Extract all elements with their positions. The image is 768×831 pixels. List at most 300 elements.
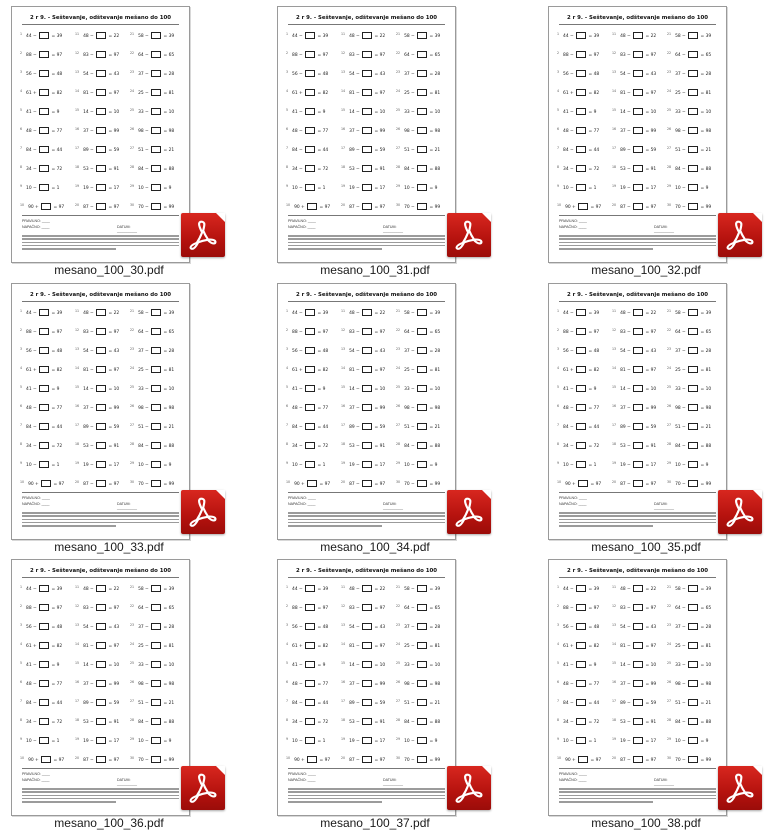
exercise-row <box>557 582 719 601</box>
exercise-cell: $^6$ 48 − = 77 <box>20 404 63 411</box>
exercise-cell: $^{23}$ 37 − = 28 <box>130 623 175 630</box>
exercise-cell: $^{18}$ 53 − = 91 <box>341 442 386 449</box>
file-name-label[interactable]: mesano_100_33.pdf <box>54 540 164 554</box>
exercise-cell: $^{17}$ 89 − = 59 <box>341 423 386 430</box>
exercise-cell: $^{19}$ 19 − = 17 <box>75 184 120 191</box>
exercise-row <box>557 48 719 67</box>
exercise-cell: $^8$ 34 − = 72 <box>286 165 329 172</box>
exercise-cell: $^{13}$ 54 − = 43 <box>341 623 386 630</box>
thumbnail-title: 2 r 9. - Seštevanje, odštevanje mešano do 100 <box>567 15 708 21</box>
exercise-row <box>557 420 719 439</box>
exercise-cell: $^4$ 61 + = 82 <box>20 366 63 373</box>
exercise-cell: $^7$ 84 − = 44 <box>286 146 329 153</box>
exercise-cell: $^{22}$ 64 − = 65 <box>667 51 712 58</box>
exercise-grid <box>557 306 719 496</box>
exercise-row <box>557 200 719 219</box>
exercise-cell: $^6$ 48 − = 77 <box>286 680 329 687</box>
exercise-cell: $^6$ 48 − = 77 <box>557 680 600 687</box>
exercise-row <box>20 439 182 458</box>
exercise-cell: $^{12}$ 83 − = 97 <box>341 51 386 58</box>
exercise-cell: $^{29}$ 10 − = 9 <box>130 461 172 468</box>
footer-line: NAPAČNO: ____ DATUM: __________ <box>559 225 674 233</box>
exercise-cell: $^{13}$ 54 − = 43 <box>75 623 120 630</box>
exercise-row <box>20 639 182 658</box>
exercise-cell: $^{28}$ 84 − = 88 <box>130 165 175 172</box>
exercise-cell: $^9$ 10 − = 1 <box>286 737 326 744</box>
exercise-cell: $^{21}$ 58 − = 39 <box>396 309 441 316</box>
divider <box>22 577 179 578</box>
file-item[interactable] <box>546 556 746 830</box>
exercise-cell: $^{14}$ 81 − = 97 <box>612 89 657 96</box>
exercise-grid <box>20 306 182 496</box>
exercise-cell: $^{23}$ 37 − = 28 <box>667 347 712 354</box>
exercise-cell: $^1$ 44 − = 39 <box>286 32 329 39</box>
exercise-row <box>20 48 182 67</box>
exercise-cell: $^{27}$ 51 − = 21 <box>130 423 175 430</box>
exercise-row <box>20 420 182 439</box>
footer-line: NAPAČNO: ____ DATUM: __________ <box>22 778 137 786</box>
file-name-label[interactable]: mesano_100_38.pdf <box>591 816 701 830</box>
pdf-file-icon <box>718 490 762 534</box>
exercise-cell: $^{29}$ 10 − = 9 <box>667 184 709 191</box>
exercise-cell: $^{20}$ 87 − = 97 <box>341 480 386 487</box>
exercise-cell: $^{24}$ 25 − = 81 <box>667 366 712 373</box>
fine-print <box>22 512 179 528</box>
file-name-label[interactable]: mesano_100_37.pdf <box>320 816 430 830</box>
exercise-row <box>557 325 719 344</box>
file-item[interactable] <box>275 556 475 830</box>
exercise-cell: $^{10}$ 90 + = 97 <box>20 756 65 763</box>
exercise-row <box>286 715 448 734</box>
exercise-cell: $^{26}$ 98 − = 98 <box>396 404 441 411</box>
exercise-cell: $^7$ 84 − = 44 <box>557 699 600 706</box>
exercise-cell: $^{12}$ 83 − = 97 <box>341 604 386 611</box>
exercise-cell: $^4$ 61 + = 82 <box>557 89 600 96</box>
exercise-cell: $^1$ 44 − = 39 <box>286 309 329 316</box>
file-name-label[interactable]: mesano_100_30.pdf <box>54 263 164 277</box>
exercise-cell: $^{21}$ 58 − = 39 <box>130 585 175 592</box>
footer-line: PRAVILNO: ____ <box>288 496 316 500</box>
file-item[interactable] <box>546 3 746 277</box>
exercise-row <box>557 658 719 677</box>
exercise-cell: $^2$ 88 − = 97 <box>20 328 63 335</box>
exercise-row <box>286 325 448 344</box>
exercise-cell: $^7$ 84 − = 44 <box>286 699 329 706</box>
exercise-row <box>557 458 719 477</box>
exercise-cell: $^5$ 41 − = 9 <box>557 108 597 115</box>
exercise-cell: $^2$ 88 − = 97 <box>557 328 600 335</box>
exercise-cell: $^{19}$ 19 − = 17 <box>341 461 386 468</box>
exercise-row <box>557 753 719 772</box>
exercise-row <box>557 143 719 162</box>
exercise-row <box>286 620 448 639</box>
exercise-cell: $^{22}$ 64 − = 65 <box>130 604 175 611</box>
exercise-cell: $^{24}$ 25 − = 81 <box>130 89 175 96</box>
exercise-cell: $^{21}$ 58 − = 39 <box>667 585 712 592</box>
exercise-row <box>286 458 448 477</box>
exercise-row <box>20 181 182 200</box>
exercise-row <box>20 458 182 477</box>
file-item[interactable] <box>275 280 475 554</box>
exercise-cell: $^{28}$ 84 − = 88 <box>667 442 712 449</box>
exercise-cell: $^8$ 34 − = 72 <box>20 718 63 725</box>
thumbnail-title: 2 r 9. - Seštevanje, odštevanje mešano do 100 <box>30 568 171 574</box>
exercise-cell: $^{16}$ 37 − = 99 <box>341 680 386 687</box>
exercise-cell: $^5$ 41 − = 9 <box>286 661 326 668</box>
exercise-cell: $^{20}$ 87 − = 97 <box>75 756 120 763</box>
exercise-cell: $^8$ 34 − = 72 <box>20 442 63 449</box>
exercise-cell: $^{27}$ 51 − = 21 <box>130 699 175 706</box>
exercise-cell: $^9$ 10 − = 1 <box>557 184 597 191</box>
file-name-label[interactable]: mesano_100_36.pdf <box>54 816 164 830</box>
exercise-cell: $^{21}$ 58 − = 39 <box>396 585 441 592</box>
footer-line: PRAVILNO: ____ <box>288 219 316 223</box>
pdf-thumbnail <box>548 283 727 540</box>
exercise-cell: $^{13}$ 54 − = 43 <box>75 347 120 354</box>
exercise-cell: $^8$ 34 − = 72 <box>557 718 600 725</box>
exercise-cell: $^{30}$ 70 − = 99 <box>396 756 441 763</box>
exercise-row <box>20 477 182 496</box>
exercise-cell: $^{16}$ 37 − = 99 <box>75 680 120 687</box>
exercise-cell: $^{17}$ 89 − = 59 <box>612 146 657 153</box>
exercise-cell: $^{24}$ 25 − = 81 <box>396 642 441 649</box>
pdf-file-icon <box>718 213 762 257</box>
exercise-cell: $^{10}$ 90 + = 97 <box>286 203 331 210</box>
exercise-grid <box>557 582 719 772</box>
exercise-cell: $^5$ 41 − = 9 <box>286 108 326 115</box>
exercise-cell: $^{20}$ 87 − = 97 <box>341 203 386 210</box>
footer-line: PRAVILNO: ____ <box>559 496 587 500</box>
exercise-row <box>557 162 719 181</box>
pdf-file-icon <box>181 766 225 810</box>
exercise-row <box>286 105 448 124</box>
exercise-cell: $^3$ 56 − = 48 <box>20 623 63 630</box>
exercise-cell: $^{29}$ 10 − = 9 <box>396 461 438 468</box>
exercise-cell: $^{14}$ 81 − = 97 <box>341 89 386 96</box>
exercise-grid <box>286 29 448 219</box>
exercise-cell: $^{10}$ 90 + = 97 <box>286 756 331 763</box>
exercise-row <box>20 582 182 601</box>
exercise-cell: $^9$ 10 − = 1 <box>20 184 60 191</box>
exercise-cell: $^{23}$ 37 − = 28 <box>667 70 712 77</box>
exercise-row <box>20 715 182 734</box>
exercise-cell: $^{27}$ 51 − = 21 <box>396 146 441 153</box>
exercise-row <box>286 86 448 105</box>
exercise-cell: $^{27}$ 51 − = 21 <box>667 699 712 706</box>
file-item[interactable] <box>9 3 209 277</box>
exercise-row <box>20 734 182 753</box>
exercise-cell: $^6$ 48 − = 77 <box>286 127 329 134</box>
exercise-cell: $^{10}$ 90 + = 97 <box>20 203 65 210</box>
fine-print <box>288 235 445 251</box>
file-name-label[interactable]: mesano_100_31.pdf <box>320 263 430 277</box>
exercise-cell: $^9$ 10 − = 1 <box>286 184 326 191</box>
pdf-file-icon <box>718 766 762 810</box>
exercise-cell: $^{17}$ 89 − = 59 <box>75 699 120 706</box>
exercise-cell: $^{18}$ 53 − = 91 <box>75 442 120 449</box>
exercise-row <box>286 639 448 658</box>
exercise-cell: $^{12}$ 83 − = 97 <box>612 328 657 335</box>
exercise-cell: $^{13}$ 54 − = 43 <box>75 70 120 77</box>
exercise-cell: $^4$ 61 + = 82 <box>286 366 329 373</box>
exercise-cell: $^{18}$ 53 − = 91 <box>341 165 386 172</box>
divider <box>559 768 716 769</box>
footer-line: NAPAČNO: ____ DATUM: __________ <box>559 502 674 510</box>
exercise-row <box>286 363 448 382</box>
exercise-row <box>557 86 719 105</box>
exercise-cell: $^{17}$ 89 − = 59 <box>341 146 386 153</box>
pdf-thumbnail <box>548 559 727 816</box>
exercise-cell: $^4$ 61 + = 82 <box>20 89 63 96</box>
exercise-row <box>557 639 719 658</box>
exercise-cell: $^9$ 10 − = 1 <box>20 461 60 468</box>
exercise-cell: $^{25}$ 33 − = 10 <box>396 108 441 115</box>
exercise-cell: $^{12}$ 83 − = 97 <box>75 604 120 611</box>
exercise-cell: $^7$ 84 − = 44 <box>557 423 600 430</box>
exercise-cell: $^{11}$ 48 − = 22 <box>75 585 120 592</box>
exercise-cell: $^{19}$ 19 − = 17 <box>75 737 120 744</box>
exercise-cell: $^{24}$ 25 − = 81 <box>396 366 441 373</box>
exercise-row <box>20 124 182 143</box>
exercise-cell: $^{20}$ 87 − = 97 <box>75 203 120 210</box>
exercise-cell: $^{16}$ 37 − = 99 <box>75 127 120 134</box>
exercise-cell: $^{11}$ 48 − = 22 <box>612 32 657 39</box>
exercise-cell: $^2$ 88 − = 97 <box>286 604 329 611</box>
exercise-row <box>20 401 182 420</box>
exercise-row <box>286 143 448 162</box>
exercise-cell: $^{13}$ 54 − = 43 <box>341 347 386 354</box>
divider <box>288 492 445 493</box>
exercise-cell: $^{20}$ 87 − = 97 <box>75 480 120 487</box>
file-item[interactable] <box>9 556 209 830</box>
exercise-cell: $^{19}$ 19 − = 17 <box>612 737 657 744</box>
exercise-row <box>20 363 182 382</box>
exercise-cell: $^{21}$ 58 − = 39 <box>667 309 712 316</box>
pdf-file-icon <box>447 766 491 810</box>
exercise-cell: $^{21}$ 58 − = 39 <box>396 32 441 39</box>
exercise-cell: $^{26}$ 98 − = 98 <box>667 680 712 687</box>
exercise-cell: $^{11}$ 48 − = 22 <box>612 309 657 316</box>
exercise-row <box>557 105 719 124</box>
exercise-cell: $^{15}$ 14 − = 10 <box>75 661 120 668</box>
file-item[interactable] <box>9 280 209 554</box>
exercise-cell: $^{30}$ 70 − = 99 <box>667 480 712 487</box>
exercise-cell: $^{11}$ 48 − = 22 <box>75 309 120 316</box>
exercise-cell: $^{10}$ 90 + = 97 <box>557 203 602 210</box>
exercise-cell: $^{25}$ 33 − = 10 <box>396 661 441 668</box>
exercise-cell: $^{15}$ 14 − = 10 <box>341 385 386 392</box>
exercise-row <box>286 48 448 67</box>
exercise-cell: $^{30}$ 70 − = 99 <box>396 203 441 210</box>
exercise-cell: $^{19}$ 19 − = 17 <box>341 737 386 744</box>
exercise-cell: $^{26}$ 98 − = 98 <box>396 680 441 687</box>
exercise-cell: $^{10}$ 90 + = 97 <box>20 480 65 487</box>
exercise-cell: $^{14}$ 81 − = 97 <box>612 366 657 373</box>
exercise-cell: $^{25}$ 33 − = 10 <box>130 108 175 115</box>
exercise-cell: $^5$ 41 − = 9 <box>557 385 597 392</box>
exercise-cell: $^4$ 61 + = 82 <box>557 366 600 373</box>
exercise-row <box>557 677 719 696</box>
exercise-cell: $^{15}$ 14 − = 10 <box>612 108 657 115</box>
exercise-cell: $^{23}$ 37 − = 28 <box>396 623 441 630</box>
exercise-cell: $^{10}$ 90 + = 97 <box>557 756 602 763</box>
exercise-cell: $^9$ 10 − = 1 <box>557 461 597 468</box>
footer-line: NAPAČNO: ____ DATUM: __________ <box>288 502 403 510</box>
exercise-cell: $^{30}$ 70 − = 99 <box>396 480 441 487</box>
exercise-cell: $^{18}$ 53 − = 91 <box>612 718 657 725</box>
exercise-row <box>20 105 182 124</box>
exercise-row <box>286 344 448 363</box>
pdf-thumbnail <box>277 6 456 263</box>
fine-print <box>559 235 716 251</box>
exercise-cell: $^{29}$ 10 − = 9 <box>667 737 709 744</box>
exercise-row <box>286 200 448 219</box>
exercise-cell: $^{22}$ 64 − = 65 <box>667 604 712 611</box>
fine-print <box>22 788 179 804</box>
pdf-thumbnail <box>11 6 190 263</box>
exercise-cell: $^{26}$ 98 − = 98 <box>130 680 175 687</box>
footer-line: PRAVILNO: ____ <box>22 219 50 223</box>
exercise-row <box>557 620 719 639</box>
exercise-cell: $^{10}$ 90 + = 97 <box>557 480 602 487</box>
exercise-row <box>286 162 448 181</box>
exercise-cell: $^9$ 10 − = 1 <box>20 737 60 744</box>
exercise-row <box>20 29 182 48</box>
exercise-row <box>20 67 182 86</box>
thumbnail-title: 2 r 9. - Seštevanje, odštevanje mešano do 100 <box>30 15 171 21</box>
exercise-cell: $^5$ 41 − = 9 <box>557 661 597 668</box>
exercise-row <box>286 753 448 772</box>
exercise-cell: $^{11}$ 48 − = 22 <box>75 32 120 39</box>
exercise-row <box>557 67 719 86</box>
exercise-cell: $^{27}$ 51 − = 21 <box>396 423 441 430</box>
pdf-file-icon <box>181 490 225 534</box>
exercise-cell: $^8$ 34 − = 72 <box>557 442 600 449</box>
pdf-file-icon <box>447 490 491 534</box>
exercise-cell: $^{23}$ 37 − = 28 <box>396 347 441 354</box>
exercise-row <box>20 620 182 639</box>
exercise-cell: $^3$ 56 − = 48 <box>557 347 600 354</box>
exercise-cell: $^{14}$ 81 − = 97 <box>75 89 120 96</box>
file-item[interactable] <box>275 3 475 277</box>
exercise-cell: $^1$ 44 − = 39 <box>20 309 63 316</box>
exercise-cell: $^{28}$ 84 − = 88 <box>396 442 441 449</box>
thumbnail-title: 2 r 9. - Seštevanje, odštevanje mešano do 100 <box>30 292 171 298</box>
exercise-cell: $^{15}$ 14 − = 10 <box>612 385 657 392</box>
exercise-row <box>557 181 719 200</box>
file-name-label[interactable]: mesano_100_34.pdf <box>320 540 430 554</box>
pdf-file-icon <box>447 213 491 257</box>
exercise-cell: $^3$ 56 − = 48 <box>557 623 600 630</box>
file-item[interactable] <box>546 280 746 554</box>
exercise-cell: $^{12}$ 83 − = 97 <box>612 51 657 58</box>
exercise-cell: $^{25}$ 33 − = 10 <box>667 385 712 392</box>
exercise-cell: $^{22}$ 64 − = 65 <box>396 604 441 611</box>
exercise-cell: $^2$ 88 − = 97 <box>20 51 63 58</box>
exercise-row <box>20 86 182 105</box>
divider <box>288 301 445 302</box>
exercise-cell: $^{28}$ 84 − = 88 <box>396 718 441 725</box>
file-name-label[interactable]: mesano_100_35.pdf <box>591 540 701 554</box>
exercise-row <box>286 306 448 325</box>
exercise-cell: $^4$ 61 + = 82 <box>20 642 63 649</box>
exercise-row <box>557 124 719 143</box>
exercise-cell: $^{30}$ 70 − = 99 <box>667 756 712 763</box>
exercise-cell: $^{29}$ 10 − = 9 <box>396 737 438 744</box>
exercise-cell: $^{19}$ 19 − = 17 <box>612 461 657 468</box>
exercise-cell: $^{14}$ 81 − = 97 <box>341 642 386 649</box>
exercise-grid <box>557 29 719 219</box>
exercise-row <box>20 325 182 344</box>
exercise-grid <box>286 582 448 772</box>
exercise-cell: $^{17}$ 89 − = 59 <box>612 423 657 430</box>
fine-print <box>288 512 445 528</box>
exercise-cell: $^{16}$ 37 − = 99 <box>341 127 386 134</box>
exercise-row <box>557 382 719 401</box>
footer-line: PRAVILNO: ____ <box>559 772 587 776</box>
exercise-row <box>286 677 448 696</box>
exercise-cell: $^{26}$ 98 − = 98 <box>667 127 712 134</box>
footer-line: NAPAČNO: ____ DATUM: __________ <box>288 225 403 233</box>
exercise-cell: $^7$ 84 − = 44 <box>286 423 329 430</box>
exercise-cell: $^{21}$ 58 − = 39 <box>130 32 175 39</box>
file-name-label[interactable]: mesano_100_32.pdf <box>591 263 701 277</box>
exercise-cell: $^8$ 34 − = 72 <box>286 442 329 449</box>
exercise-cell: $^5$ 41 − = 9 <box>20 108 60 115</box>
exercise-cell: $^{29}$ 10 − = 9 <box>396 184 438 191</box>
exercise-cell: $^{13}$ 54 − = 43 <box>341 70 386 77</box>
exercise-row <box>20 677 182 696</box>
thumbnail-title: 2 r 9. - Seštevanje, odštevanje mešano do 100 <box>567 292 708 298</box>
exercise-cell: $^{16}$ 37 − = 99 <box>341 404 386 411</box>
footer-line: NAPAČNO: ____ DATUM: __________ <box>559 778 674 786</box>
exercise-cell: $^{23}$ 37 − = 28 <box>667 623 712 630</box>
exercise-row <box>20 753 182 772</box>
exercise-cell: $^6$ 48 − = 77 <box>557 404 600 411</box>
exercise-cell: $^{22}$ 64 − = 65 <box>396 328 441 335</box>
exercise-cell: $^7$ 84 − = 44 <box>557 146 600 153</box>
exercise-cell: $^5$ 41 − = 9 <box>20 385 60 392</box>
exercise-cell: $^3$ 56 − = 48 <box>20 70 63 77</box>
exercise-cell: $^9$ 10 − = 1 <box>286 461 326 468</box>
thumbnail-title: 2 r 9. - Seštevanje, odštevanje mešano do 100 <box>296 292 437 298</box>
footer-line: NAPAČNO: ____ DATUM: __________ <box>288 778 403 786</box>
exercise-cell: $^1$ 44 − = 39 <box>557 309 600 316</box>
footer-line: NAPAČNO: ____ DATUM: __________ <box>22 502 137 510</box>
exercise-cell: $^{15}$ 14 − = 10 <box>75 385 120 392</box>
exercise-cell: $^7$ 84 − = 44 <box>20 423 63 430</box>
exercise-cell: $^{30}$ 70 − = 99 <box>130 756 175 763</box>
exercise-cell: $^1$ 44 − = 39 <box>557 585 600 592</box>
exercise-cell: $^4$ 61 + = 82 <box>286 642 329 649</box>
exercise-row <box>286 582 448 601</box>
exercise-cell: $^{17}$ 89 − = 59 <box>75 423 120 430</box>
exercise-row <box>557 715 719 734</box>
divider <box>22 24 179 25</box>
exercise-cell: $^{24}$ 25 − = 81 <box>130 642 175 649</box>
exercise-cell: $^{28}$ 84 − = 88 <box>396 165 441 172</box>
exercise-cell: $^2$ 88 − = 97 <box>557 604 600 611</box>
exercise-row <box>286 477 448 496</box>
exercise-cell: $^{19}$ 19 − = 17 <box>75 461 120 468</box>
exercise-cell: $^{20}$ 87 − = 97 <box>341 756 386 763</box>
exercise-cell: $^5$ 41 − = 9 <box>20 661 60 668</box>
exercise-row <box>286 181 448 200</box>
exercise-row <box>286 67 448 86</box>
exercise-row <box>557 601 719 620</box>
exercise-cell: $^{23}$ 37 − = 28 <box>130 347 175 354</box>
exercise-cell: $^{29}$ 10 − = 9 <box>130 184 172 191</box>
